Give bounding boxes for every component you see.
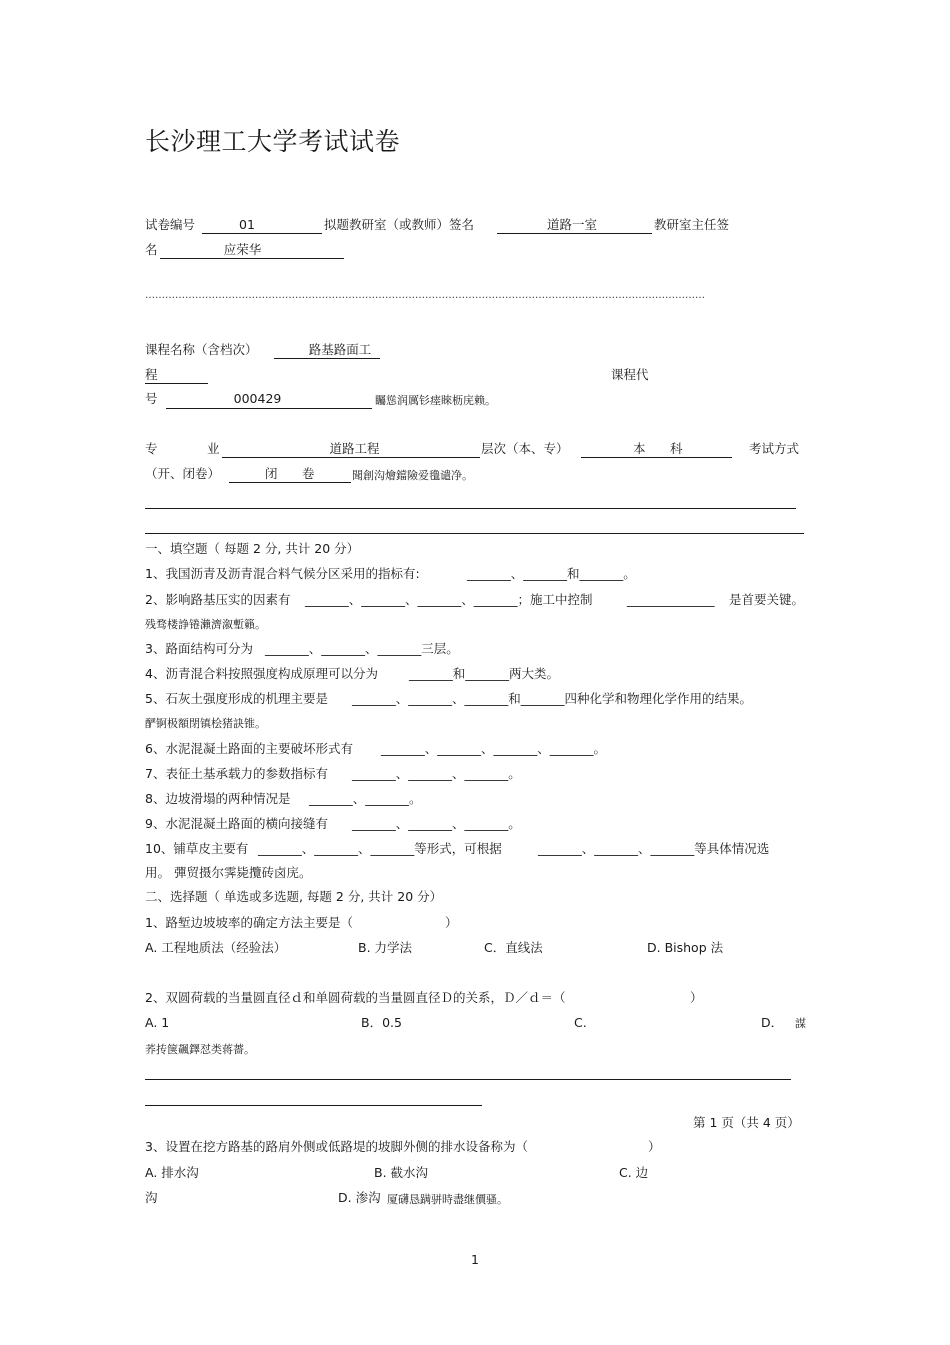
divider-line [145, 533, 804, 534]
question-2-tail: 是首要关键。 [729, 592, 805, 607]
divider-line [145, 1079, 791, 1080]
question-10-line2: 用。 彈贸摄尔霁毙攬砖卤庑。 [145, 865, 312, 880]
option-c: C．直线法 [484, 940, 543, 955]
noise-text: 謀 [795, 1017, 806, 1030]
director-underline [160, 258, 344, 259]
course-code-value: 000429 [233, 391, 282, 406]
option-a: A. 工程地质法（经验法） [145, 940, 287, 955]
course-code-underline [166, 408, 372, 409]
option-d: D. 渗沟 [338, 1190, 381, 1205]
level-value-2: 科 [670, 441, 683, 456]
question-6: 6、水泥混凝土路面的主要破坏形式有 [145, 741, 353, 756]
major-label: 专 [145, 441, 158, 456]
director-label-cont: 名 [145, 242, 158, 257]
major-value: 道路工程 [329, 441, 380, 456]
question-1: 1、我国沥青及沥青混合料气候分区采用的指标有: [145, 566, 420, 581]
course-name-underline-2 [145, 383, 208, 384]
paper-no-underline [202, 233, 322, 234]
choice-question-1-close: ） [445, 915, 458, 930]
question-7: 7、表征土基承载力的参数指标有 [145, 766, 328, 781]
question-7-blanks: _______、_______、_______。 [352, 766, 521, 781]
question-10: 10、铺草皮主要有 [145, 841, 249, 856]
noise-text: 酽锕极額閉镇桧猪訣锥。 [145, 717, 266, 730]
paper-no-label: 试卷编号 [145, 217, 196, 232]
director-label: 教研室主任签 [654, 217, 730, 232]
question-5: 5、石灰土强度形成的机理主要是 [145, 691, 328, 706]
question-3: 3、路面结构可分为 [145, 641, 253, 656]
exam-label: 考试方式 [749, 441, 800, 456]
choice-question-3-close: ） [648, 1139, 661, 1154]
question-6-blanks: _______、_______、_______、_______。 [381, 741, 607, 756]
question-5-blanks: _______、_______、_______和_______四种化学和物理化学作用的结果。 [352, 691, 753, 706]
exam-value-2: 卷 [302, 466, 315, 481]
page-number: 1 [471, 1252, 479, 1267]
course-name-value: 路基路面工 [308, 342, 372, 357]
noise-text: 荞抟箧飆鐸怼类蒋薔。 [145, 1043, 255, 1056]
course-code-label-cont: 号 [145, 391, 158, 406]
office-underline [497, 233, 652, 234]
level-underline [581, 457, 732, 458]
question-9-blanks: _______、_______、_______。 [352, 816, 521, 831]
choice-question-3: 3、设置在挖方路基的路肩外侧或低路堤的坡脚外侧的排水设备称为（ [145, 1139, 528, 1154]
option-b: B. 截水沟 [374, 1165, 429, 1180]
divider-line [145, 1105, 482, 1106]
noise-text: 厦礴恳蹒骈時盡继價骚。 [387, 1193, 508, 1206]
course-name-value-cont: 程 [145, 367, 158, 382]
director-value: 应荣华 [223, 242, 262, 257]
course-name-underline [274, 358, 380, 359]
exam-type-label: （开、闭卷） [145, 466, 221, 481]
noise-text: 残骛楼諍锩瀨濟溆塹籟。 [145, 618, 266, 631]
choice-question-1: 1、路堑边坡坡率的确定方法主要是（ [145, 915, 353, 930]
question-10-blanks: _______、_______、_______等形式，可根据 [258, 841, 502, 856]
section-heading: 二、选择题（ 单选或多选题, 每题 2 分, 共计 20 分） [145, 889, 443, 904]
option-d: D. Bishop 法 [647, 940, 724, 955]
office-label: 拟题教研室（或教师）签名 [324, 217, 475, 232]
level-label: 层次（本、专） [481, 441, 569, 456]
question-2-blanks: _______、_______、_______、_______；施工中控制 [305, 592, 593, 607]
noise-text: 聞創沟燴鐺險爱氇谴净。 [352, 469, 473, 482]
option-c: C. 边 [619, 1165, 649, 1180]
question-4: 4、沥青混合料按照强度构成原理可以分为 [145, 666, 378, 681]
option-a: A. 1 [145, 1015, 170, 1030]
level-value-1: 本 [633, 441, 646, 456]
document-title: 长沙理工大学考试试卷 [145, 127, 401, 156]
question-4-blanks: _______和_______两大类。 [409, 666, 560, 681]
exam-underline [229, 482, 351, 483]
choice-question-2-close: ） [690, 990, 703, 1005]
question-3-blanks: _______、_______、_______三层。 [265, 641, 459, 656]
major-label-2: 业 [207, 441, 220, 456]
dotted-separator: …………………………………………………………………………………………………………………………………………………… [145, 290, 705, 301]
choice-question-2: 2、双圆荷载的当量圆直径ｄ和单圆荷载的当量圆直径Ｄ的关系，Ｄ／ｄ＝（ [145, 990, 566, 1005]
question-1-blanks: _______、_______和_______。 [467, 566, 636, 581]
course-code-label: 课程代 [611, 367, 649, 382]
office-value: 道路一室 [546, 217, 597, 232]
question-8: 8、边坡滑塌的两种情况是 [145, 791, 291, 806]
option-b: B．0.5 [361, 1015, 402, 1030]
option-b: B. 力学法 [358, 940, 413, 955]
page-info: 第 1 页（共 4 页） [693, 1115, 800, 1130]
course-name-label: 课程名称（含档次） [145, 342, 258, 357]
question-9: 9、水泥混凝土路面的横向接缝有 [145, 816, 328, 831]
exam-value-1: 闭 [265, 466, 278, 481]
option-d: D． [761, 1015, 784, 1030]
question-2-tail-blank: ______________ [627, 592, 715, 607]
question-8-blanks: _______、_______。 [309, 791, 422, 806]
option-c-cont: 沟 [145, 1190, 158, 1205]
paper-no-value: 01 [239, 217, 255, 232]
question-10-blanks-2: _______、_______、_______等具体情况选 [538, 841, 770, 856]
option-a: A. 排水沟 [145, 1165, 199, 1180]
major-underline [222, 457, 480, 458]
section-heading: 一、填空题（ 每题 2 分, 共计 20 分） [145, 541, 360, 556]
noise-text: 矚慫润厲钐瘗睞枥庑赖。 [375, 394, 496, 407]
option-c: C. [574, 1015, 587, 1030]
question-2: 2、影响路基压实的因素有 [145, 592, 291, 607]
divider-line [145, 508, 796, 509]
